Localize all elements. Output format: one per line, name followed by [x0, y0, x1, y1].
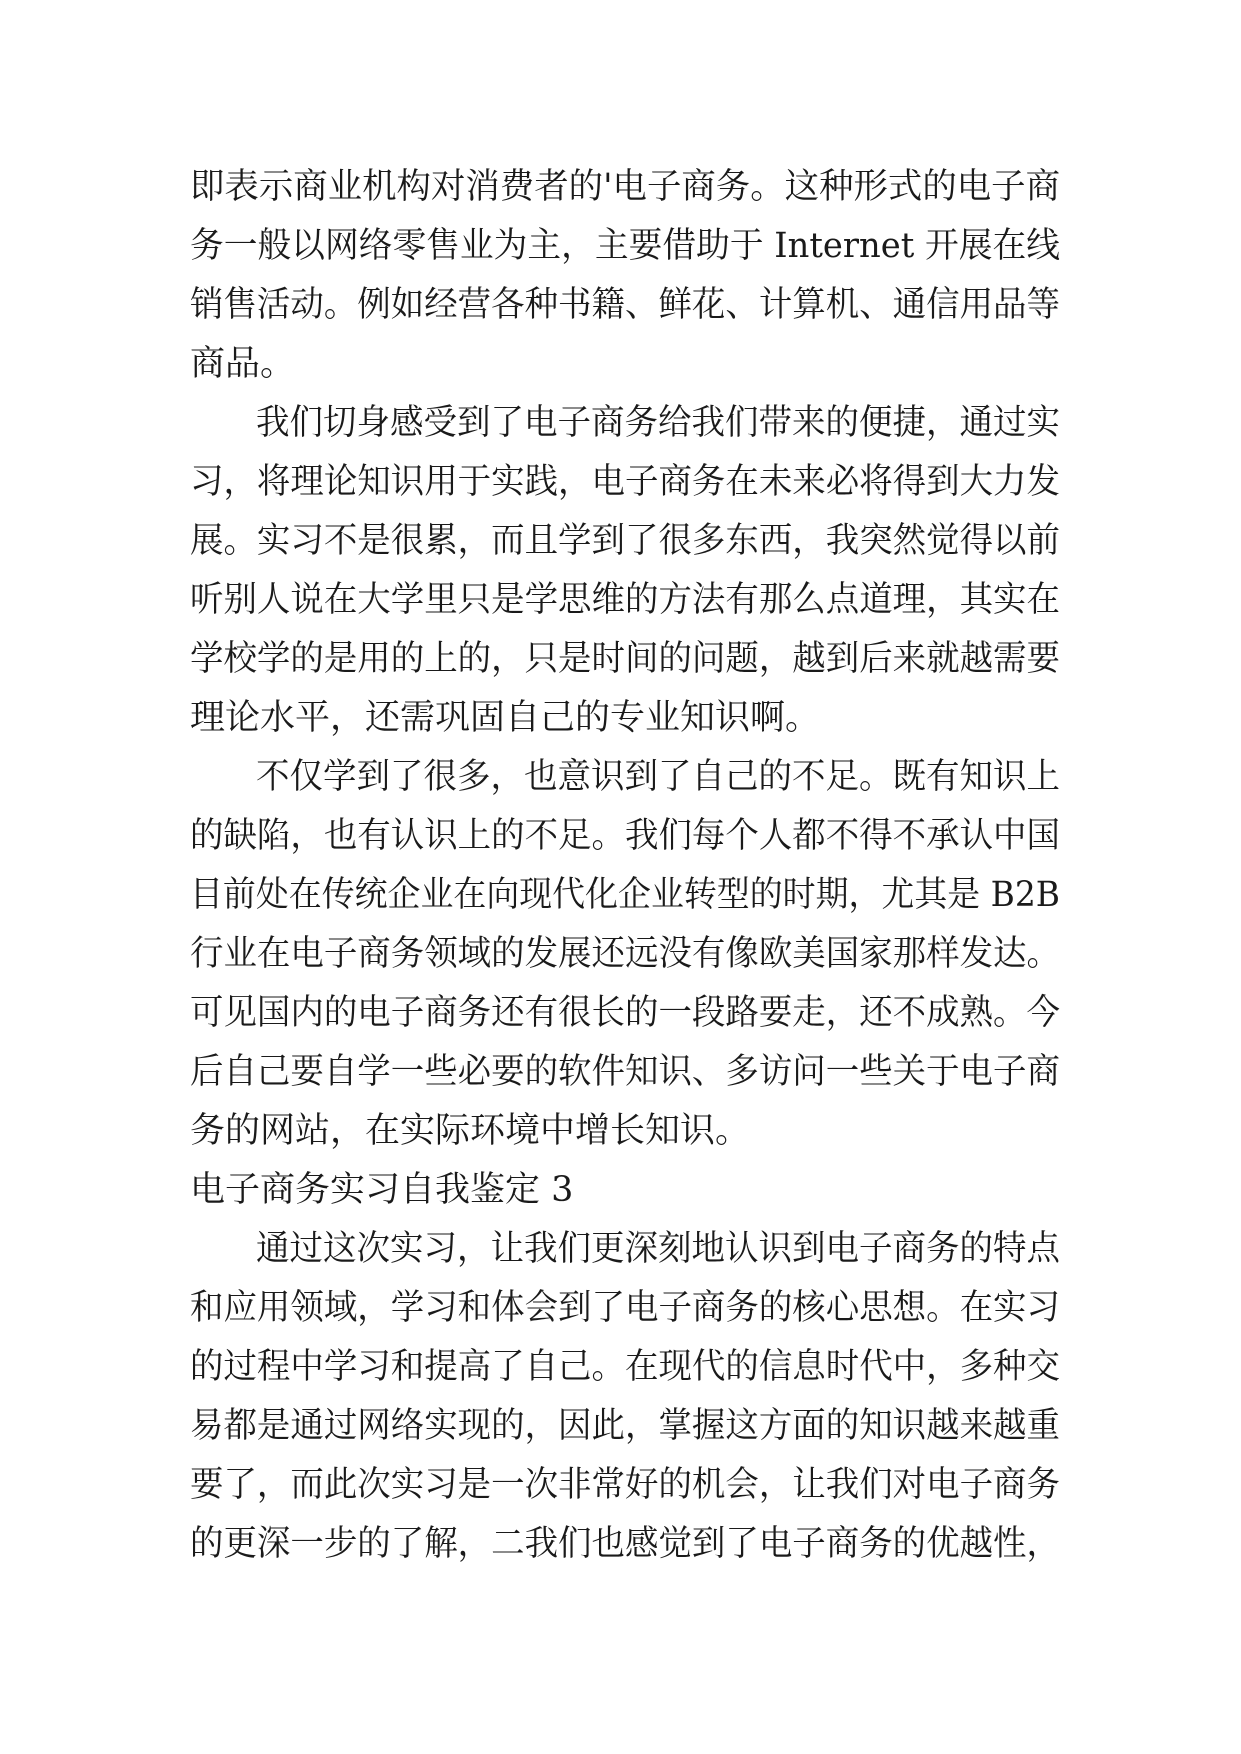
- text-line: 目前处在传统企业在向现代化企业转型的时期，尤其是 B2B: [190, 875, 1061, 915]
- text-line: 不仅学到了很多，也意识到了自己的不足。既有知识上: [256, 757, 1060, 797]
- text-line: 的过程中学习和提高了自己。在现代的信息时代中，多种交: [190, 1347, 1060, 1387]
- section-heading: 电子商务实习自我鉴定 3: [190, 1170, 574, 1210]
- text-line: 和应用领域，学习和体会到了电子商务的核心思想。在实习: [190, 1288, 1060, 1328]
- text-line: 理论水平，还需巩固自己的专业知识啊。: [190, 698, 821, 738]
- text-line: 可见国内的电子商务还有很长的一段路要走，还不成熟。今: [190, 993, 1060, 1033]
- text-line: 易都是通过网络实现的，因此，掌握这方面的知识越来越重: [190, 1406, 1060, 1446]
- text-line: 务的网站，在实际环境中增长知识。: [190, 1111, 751, 1151]
- text-line: 行业在电子商务领域的发展还远没有像欧美国家那样发达。: [190, 934, 1060, 974]
- text-line: 展。实习不是很累，而且学到了很多东西，我突然觉得以前: [190, 521, 1060, 561]
- text-line: 即表示商业机构对消费者的'电子商务。这种形式的电子商: [190, 167, 1061, 207]
- text-line: 要了，而此次实习是一次非常好的机会，让我们对电子商务: [190, 1465, 1060, 1505]
- text-line: 后自己要自学一些必要的软件知识、多访问一些关于电子商: [190, 1052, 1060, 1092]
- text-line: 通过这次实习，让我们更深刻地认识到电子商务的特点: [256, 1229, 1060, 1269]
- text-line: 学校学的是用的上的，只是时间的问题，越到后来就越需要: [190, 639, 1060, 679]
- text-line: 习，将理论知识用于实践，电子商务在未来必将得到大力发: [190, 462, 1060, 502]
- document-body: [190, 158, 1060, 1574]
- text-line: 商品。: [190, 344, 296, 384]
- text-line: 的更深一步的了解，二我们也感觉到了电子商务的优越性，: [190, 1524, 1060, 1564]
- text-line: 的缺陷，也有认识上的不足。我们每个人都不得不承认中国: [190, 816, 1060, 856]
- text-line: 听别人说在大学里只是学思维的方法有那么点道理，其实在: [190, 580, 1060, 620]
- text-line: 务一般以网络零售业为主，主要借助于 Internet 开展在线: [190, 226, 1060, 266]
- text-line: 销售活动。例如经营各种书籍、鲜花、计算机、通信用品等: [190, 285, 1060, 325]
- text-line: 我们切身感受到了电子商务给我们带来的便捷，通过实: [256, 403, 1060, 443]
